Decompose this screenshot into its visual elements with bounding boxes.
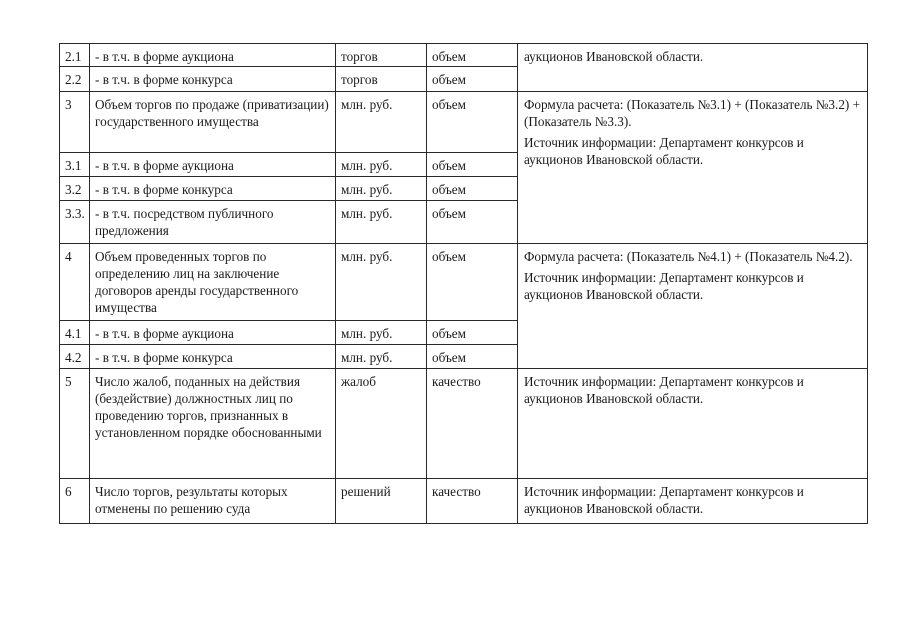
source-text: Источник информации: Департамент конкурсов и аукционов Ивановской области. [524, 374, 804, 406]
indicator-name: Число торгов, результаты которых отменены по решению суда [90, 479, 336, 524]
indicator-name: - в т.ч. посредством публичного предложения [90, 201, 336, 244]
type-cell: качество [427, 479, 518, 524]
unit-cell: решений [336, 479, 427, 524]
type-cell: объем [427, 201, 518, 244]
type-cell: качество [427, 369, 518, 479]
table-row [60, 244, 868, 321]
unit-cell: млн. руб. [336, 321, 427, 345]
unit-cell: торгов [336, 67, 427, 92]
row-number: 6 [60, 479, 90, 524]
row-number: 2.1 [60, 44, 90, 67]
unit-cell: млн. руб. [336, 345, 427, 369]
row-number: 4.2 [60, 345, 90, 369]
indicator-name: - в т.ч. в форме аукциона [90, 44, 336, 67]
indicator-name: - в т.ч. в форме аукциона [90, 321, 336, 345]
indicator-name: Объем проведенных торгов по определению лиц на заключение договоров аренды государственного имущества [90, 244, 336, 321]
row-number: 3 [60, 92, 90, 153]
formula-text: Формула расчета: (Показатель №4.1) + (Показатель №4.2). [524, 249, 853, 264]
source-text: Источник информации: Департамент конкурсов и аукционов Ивановской области. [524, 270, 804, 302]
unit-cell: жалоб [336, 369, 427, 479]
unit-cell: млн. руб. [336, 153, 427, 177]
formula-text: Формула расчета: (Показатель №3.1) + (Показатель №3.2) + (Показатель №3.3). [524, 97, 861, 129]
type-cell: объем [427, 67, 518, 92]
source-cell [518, 92, 868, 244]
table-row [60, 44, 868, 67]
indicator-name: - в т.ч. в форме конкурса [90, 67, 336, 92]
indicator-name: Число жалоб, поданных на действия (бездействие) должностных лиц по проведению торгов, признанных в установленном порядке обоснованными [90, 369, 336, 479]
row-number: 3.2 [60, 177, 90, 201]
type-cell: объем [427, 321, 518, 345]
type-cell: объем [427, 44, 518, 67]
unit-cell: млн. руб. [336, 201, 427, 244]
indicator-name: - в т.ч. в форме конкурса [90, 345, 336, 369]
type-cell: объем [427, 153, 518, 177]
indicator-name: - в т.ч. в форме аукциона [90, 153, 336, 177]
table-row [60, 479, 868, 524]
type-cell: объем [427, 244, 518, 321]
row-number: 3.1 [60, 153, 90, 177]
row-number: 2.2 [60, 67, 90, 92]
row-number: 4.1 [60, 321, 90, 345]
source-text: аукционов Ивановской области. [524, 49, 704, 64]
source-cell [518, 369, 868, 479]
type-cell: объем [427, 92, 518, 153]
row-number: 5 [60, 369, 90, 479]
source-cell [518, 244, 868, 369]
type-cell: объем [427, 345, 518, 369]
source-cell [518, 44, 868, 92]
unit-cell: млн. руб. [336, 177, 427, 201]
indicator-name: Объем торгов по продаже (приватизации) государственного имущества [90, 92, 336, 153]
source-text: Источник информации: Департамент конкурсов и аукционов Ивановской области. [524, 484, 804, 516]
table-row [60, 369, 868, 479]
source-text: Источник информации: Департамент конкурсов и аукционов Ивановской области. [524, 135, 804, 167]
row-number: 4 [60, 244, 90, 321]
source-cell [518, 479, 868, 524]
table-row [60, 92, 868, 153]
row-number: 3.3. [60, 201, 90, 244]
unit-cell: млн. руб. [336, 244, 427, 321]
indicator-name: - в т.ч. в форме конкурса [90, 177, 336, 201]
unit-cell: млн. руб. [336, 92, 427, 153]
indicators-table [59, 43, 868, 524]
unit-cell: торгов [336, 44, 427, 67]
type-cell: объем [427, 177, 518, 201]
